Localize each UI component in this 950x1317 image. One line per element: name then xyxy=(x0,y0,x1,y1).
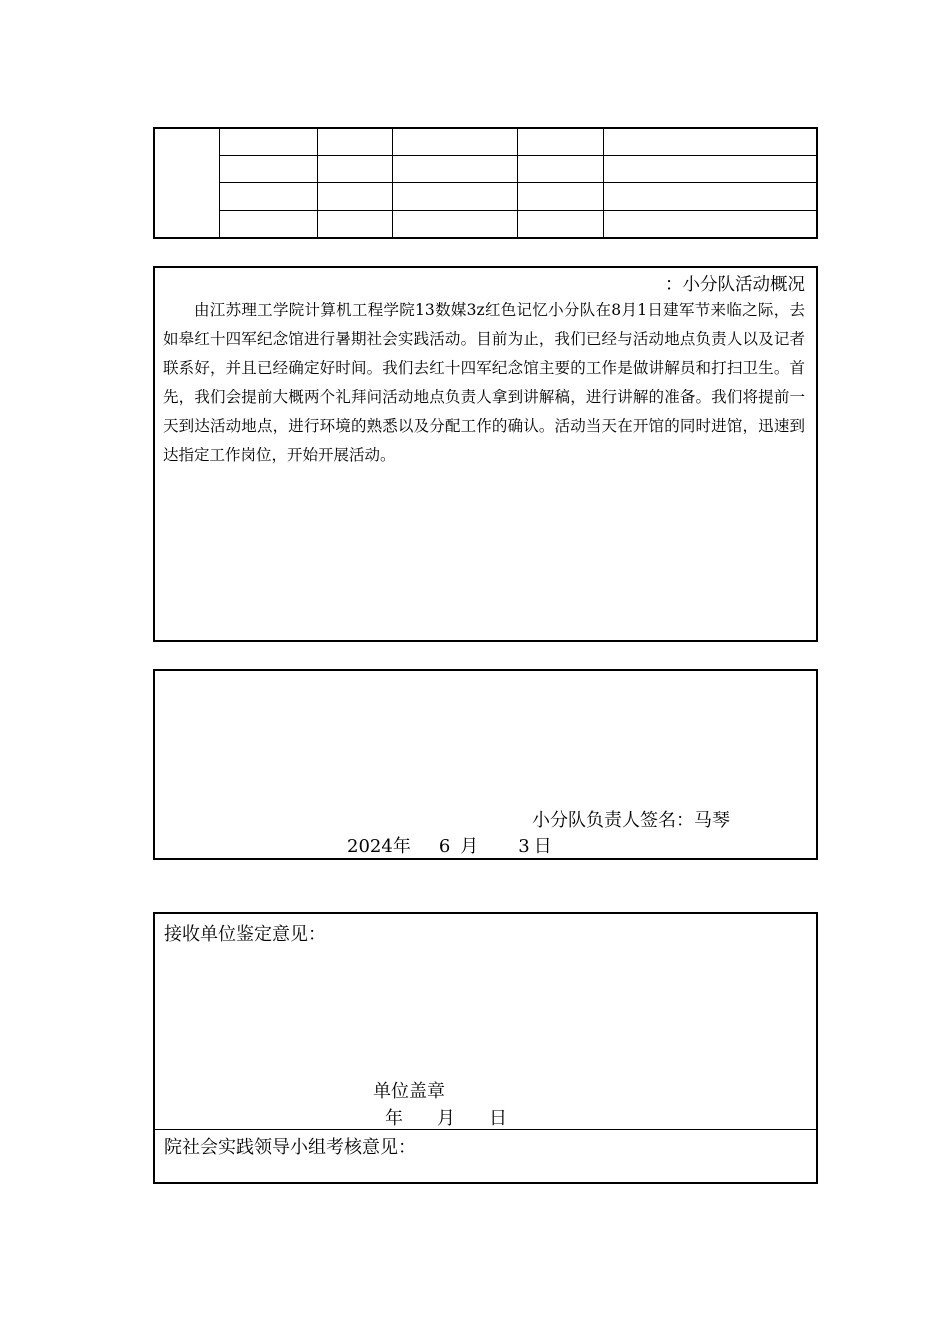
signature-year: 2024 xyxy=(347,836,393,857)
activity-summary-heading: ：小分队活动概况 xyxy=(665,275,805,295)
receiving-unit-opinion-label: 接收单位鉴定意见： xyxy=(164,924,326,945)
members-table-col-line xyxy=(317,127,318,238)
signature-month: 6 xyxy=(438,836,451,857)
signature-day: 3 xyxy=(518,836,530,857)
members-table-label-divider xyxy=(219,127,220,239)
members-table-row-line xyxy=(219,182,817,183)
evaluation-divider xyxy=(154,1129,817,1130)
signature-month-unit: 月 xyxy=(460,836,479,857)
signature-year-unit: 年 xyxy=(392,836,411,857)
members-table-row-line xyxy=(219,210,817,211)
members-table-col-line xyxy=(603,127,604,238)
seal-date xyxy=(385,1104,507,1130)
seal-month-unit: 月 xyxy=(437,1108,455,1129)
members-table-col-line xyxy=(392,127,393,238)
activity-summary-body: 由江苏理工学院计算机工程学院13数媒3z红色记忆小分队在8月1日建军节来临之际，去如皋红十四军纪念馆进行暑期社会实践活动。目前为止，我们已经与活动地点负责人以及记者联系好，并且已经确定好时间。我们去红十四军纪念馆主要的工作是做讲解员和打扫卫生。首先，我们会提前大概两个礼拜问活动地点负责人拿到讲解稿，进行讲解的准备。我们将提前一天到达活动地点，进行环境的熟悉以及分配工作的确认。活动当天在开馆的同时进馆，迅速到达指定工作岗位，开始开展活动。 xyxy=(163,301,805,464)
members-table-row-line xyxy=(219,155,817,156)
members-table-bottom-line xyxy=(219,237,817,239)
unit-seal-label: 单位盖章 xyxy=(373,1081,445,1102)
seal-day-unit: 日 xyxy=(489,1108,507,1129)
signature-date xyxy=(347,832,552,858)
seal-year-unit: 年 xyxy=(385,1108,403,1129)
leader-signature-label: 小分队负责人签名：马琴 xyxy=(532,810,730,831)
members-table-outer xyxy=(153,127,818,239)
members-table-col-line xyxy=(517,127,518,238)
signature-day-unit: 日 xyxy=(533,836,552,857)
college-review-opinion-label: 院社会实践领导小组考核意见： xyxy=(164,1137,416,1158)
